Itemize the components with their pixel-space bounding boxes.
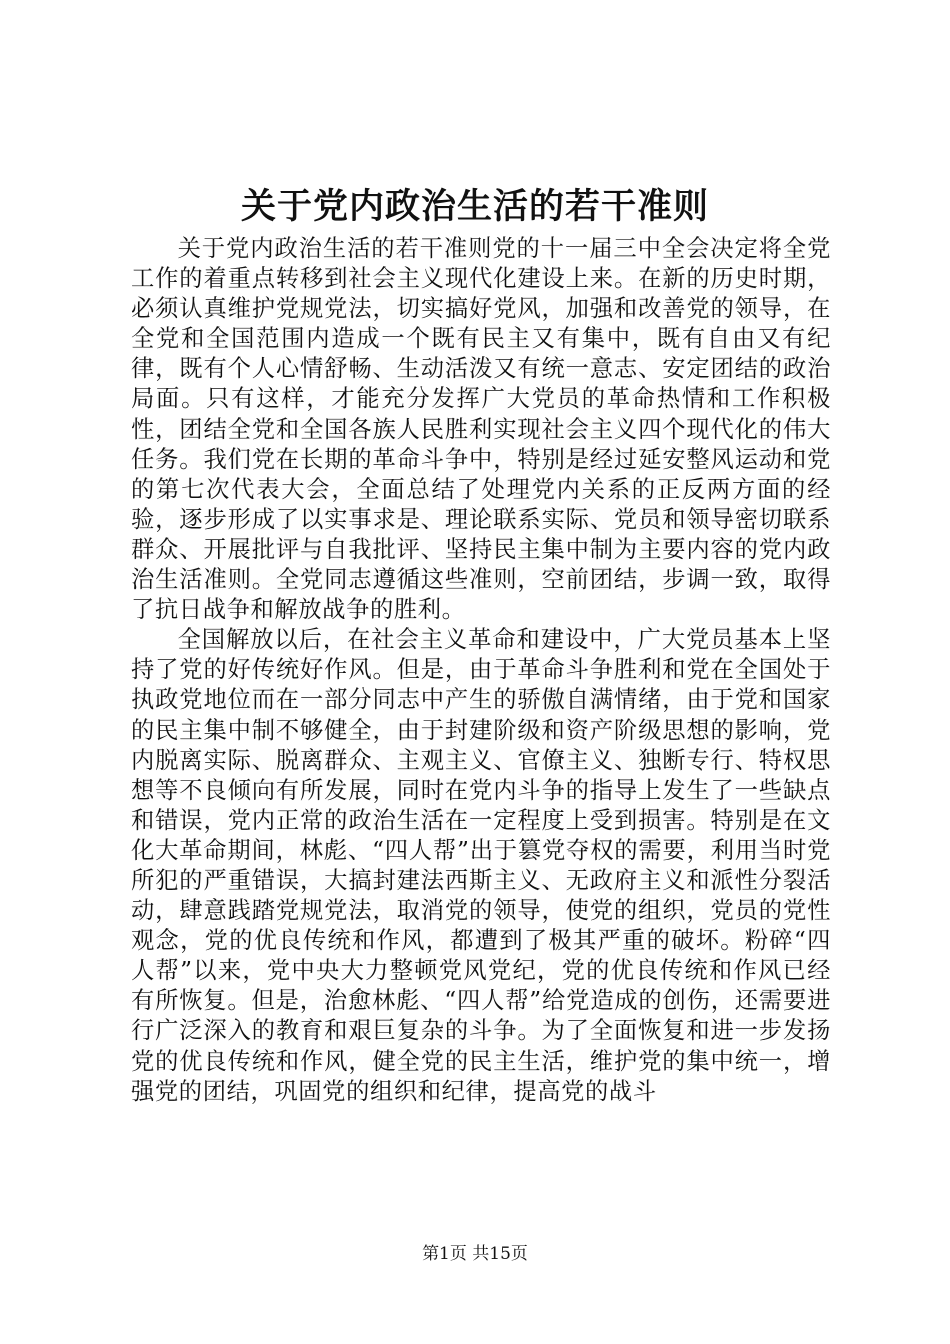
document-body [131,234,831,1107]
document-title: 关于党内政治生活的若干准则 [240,186,709,227]
paragraph: 全国解放以后，在社会主义革命和建设中，广大党员基本上坚持了党的好传统好作风。但是，由于革命斗争胜利和党在全国处于执政党地位而在一部分同志中产生的骄傲自满情绪，由于党和国家的民主集中制不够健全，由于封建阶级和资产阶级思想的影响，党内脱离实际、脱离群众、主观主义、官僚主义、独断专行、特权思想等不良倾向有所发展，同时在党内斗争的指导上发生了一些缺点和错误，党内正常的政治生活在一定程度上受到损害。特别是在文化大革命期间，林彪、“四人帮”出于篡党夺权的需要，利用当时党所犯的严重错误，大搞封建法西斯主义、无政府主义和派性分裂活动，肆意践踏党规党法，取消党的领导，使党的组织，党员的党性观念，党的优良传统和作风，都遭到了极其严重的破坏。粉碎“四人帮”以来，党中央大力整顿党风党纪，党的优良传统和作风已经有所恢复。但是，治愈林彪、“四人帮”给党造成的创伤，还需要进行广泛深入的教育和艰巨复杂的斗争。为了全面恢复和进一步发扬党的优良传统和作风，健全党的民主生活，维护党的集中统一，增强党的团结，巩固党的组织和纪律，提高党的战斗 [131,626,831,1105]
page-footer: 第1页 共15页 [422,1244,528,1264]
paragraph: 关于党内政治生活的若干准则党的十一届三中全会决定将全党工作的着重点转移到社会主义现代化建设上来。在新的历史时期，必须认真维护党规党法，切实搞好党风，加强和改善党的领导，在全党和全国范围内造成一个既有民主又有集中，既有自由又有纪律，既有个人心情舒畅、生动活泼又有统一意志、安定团结的政治局面。只有这样，才能充分发挥广大党员的革命热情和工作积极性，团结全党和全国各族人民胜利实现社会主义四个现代化的伟大任务。我们党在长期的革命斗争中，特别是经过延安整风运动和党的第七次代表大会，全面总结了处理党内关系的正反两方面的经验，逐步形成了以实事求是、理论联系实际、党员和领导密切联系群众、开展批评与自我批评、坚持民主集中制为主要内容的党内政治生活准则。全党同志遵循这些准则，空前团结，步调一致，取得了抗日战争和解放战争的胜利。 [131,235,831,624]
